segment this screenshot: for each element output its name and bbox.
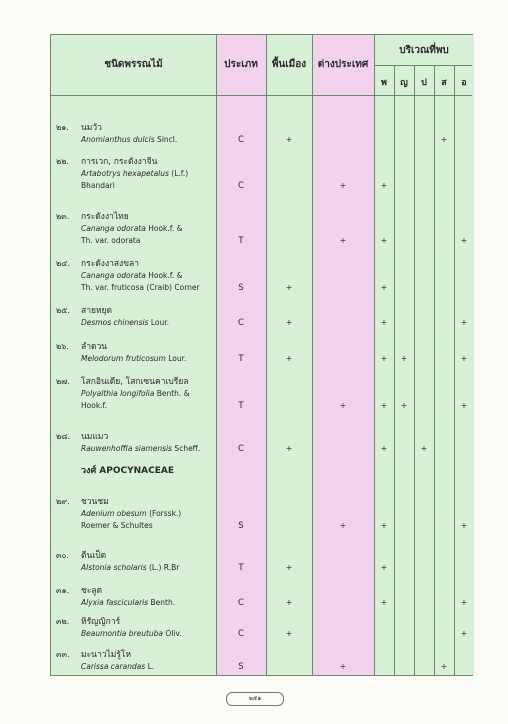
scientific-name-cont: Roemer & Schultes: [81, 521, 153, 530]
area-mark: +: [460, 629, 468, 638]
plant-type: S: [238, 521, 244, 531]
native-mark: +: [285, 135, 293, 144]
thai-name: นมแมว: [81, 432, 109, 442]
area-mark: +: [440, 135, 448, 144]
header-area-col: พ: [381, 78, 387, 88]
thai-name: ตีนเป็ด: [81, 551, 107, 561]
row-number: ๒๑.: [56, 123, 69, 132]
row-number: ๒๘.: [56, 432, 70, 441]
area-mark: +: [460, 521, 468, 530]
scientific-name: Cananga odorata Hook.f. &: [81, 224, 183, 233]
plant-type: T: [238, 354, 244, 364]
thai-name: นมวัว: [81, 123, 102, 133]
header-area-col: อ: [461, 78, 467, 88]
family-heading: วงศ์ APOCYNACEAE: [81, 466, 174, 476]
species-table: [50, 34, 473, 676]
scientific-name: Cananga odorata Hook.f. &: [81, 271, 183, 280]
area-mark: +: [380, 563, 388, 572]
thai-name: กระดังงาสงขลา: [81, 259, 140, 269]
header-area: บริเวณที่พบ: [399, 45, 449, 56]
native-mark: +: [285, 629, 293, 638]
native-mark: +: [285, 598, 293, 607]
native-mark: +: [285, 444, 293, 453]
row-number: ๓๓.: [56, 650, 70, 659]
header-species: ชนิดพรรณไม้: [104, 59, 163, 70]
scientific-name: Melodorum fruticosum Lour.: [81, 354, 187, 363]
native-mark: +: [285, 318, 293, 327]
area-mark: +: [440, 662, 448, 671]
column-foreign-bg: [312, 35, 374, 675]
header-area-col: ป: [421, 78, 427, 88]
scientific-name-cont: Th. var. fruticosa (Craib) Corner: [81, 283, 200, 292]
row-number: ๒๗.: [56, 377, 70, 386]
area-mark: +: [380, 444, 388, 453]
plant-type: C: [238, 135, 244, 145]
foreign-mark: +: [339, 662, 347, 671]
scientific-name: Carissa carandas L.: [81, 662, 155, 671]
header-area-col: ญ: [400, 78, 408, 88]
foreign-mark: +: [339, 401, 347, 410]
row-number: ๒๓.: [56, 212, 70, 221]
scientific-name: Rauwenhoffia siamensis Scheff.: [81, 444, 201, 453]
area-mark: +: [380, 598, 388, 607]
plant-type: C: [238, 318, 244, 328]
scientific-name: Adenium obesum (Forssk.): [81, 509, 182, 518]
plant-type: S: [238, 283, 244, 293]
scientific-name-cont: Bhandari: [81, 181, 115, 190]
page-number: ๒๕๑: [226, 692, 284, 706]
row-number: ๒๙.: [56, 497, 70, 506]
plant-type: T: [238, 236, 244, 246]
header-type: ประเภท: [224, 59, 258, 70]
scientific-name: Desmos chinensis Lour.: [81, 318, 170, 327]
scientific-name: Polyalthia longifolia Benth. &: [81, 389, 190, 398]
area-mark: +: [380, 283, 388, 292]
thai-name: หิรัญญิการ์: [81, 617, 121, 627]
plant-type: C: [238, 444, 244, 454]
area-mark: +: [380, 521, 388, 530]
row-number: ๒๕.: [56, 306, 70, 315]
foreign-mark: +: [339, 181, 347, 190]
area-mark: +: [460, 318, 468, 327]
foreign-mark: +: [339, 521, 347, 530]
area-mark: +: [460, 401, 468, 410]
row-number: ๒๖.: [56, 342, 69, 351]
thai-name: กระดังงาไทย: [81, 212, 129, 222]
plant-type: T: [238, 563, 244, 573]
area-mark: +: [380, 236, 388, 245]
scientific-name: Artabotrys hexapetalus (L.f.): [81, 169, 189, 178]
plant-type: C: [238, 181, 244, 191]
plant-type: C: [238, 629, 244, 639]
header-area-col: ส: [441, 78, 447, 88]
foreign-mark: +: [339, 236, 347, 245]
thai-name: ชะลูด: [81, 586, 103, 596]
header-foreign: ต่างประเทศ: [317, 59, 369, 70]
area-mark: +: [380, 354, 388, 363]
area-mark: +: [400, 354, 408, 363]
area-mark: +: [420, 444, 428, 453]
scientific-name-cont: Hook.f.: [81, 401, 108, 410]
plant-type: T: [238, 401, 244, 411]
row-number: ๓๐.: [56, 551, 69, 560]
native-mark: +: [285, 283, 293, 292]
thai-name: การเวก, กระดังงาจีน: [81, 157, 158, 167]
scientific-name: Alstonia scholaris (L.) R.Br: [81, 563, 180, 572]
thai-name: สายหยุด: [81, 306, 113, 316]
plant-type: C: [238, 598, 244, 608]
scientific-name: Anomianthus dulcis Sincl.: [81, 135, 178, 144]
row-number: ๒๔.: [56, 259, 70, 268]
area-mark: +: [460, 598, 468, 607]
area-mark: +: [400, 401, 408, 410]
area-mark: +: [380, 181, 388, 190]
thai-name: มะนาวไม่รู้โห: [81, 650, 132, 660]
header-native: พื้นเมือง: [271, 59, 307, 70]
plant-type: S: [238, 662, 244, 672]
scientific-name: Alyxia fascicularis Benth.: [81, 598, 176, 607]
thai-name: โสกอินเดีย, โสกเซนคาเบรียล: [81, 377, 189, 387]
row-number: ๒๒.: [56, 157, 70, 166]
native-mark: +: [285, 563, 293, 572]
area-mark: +: [380, 318, 388, 327]
row-number: ๓๒.: [56, 617, 70, 626]
area-mark: +: [460, 354, 468, 363]
native-mark: +: [285, 354, 293, 363]
area-mark: +: [380, 401, 388, 410]
scientific-name-cont: Th. var. odorata: [81, 236, 141, 245]
scientific-name: Beaumontia breutuba Oliv.: [81, 629, 182, 638]
area-mark: +: [460, 236, 468, 245]
row-number: ๓๑.: [56, 586, 70, 595]
thai-name: ชวนชม: [81, 497, 109, 507]
thai-name: ลำดวน: [81, 342, 108, 352]
